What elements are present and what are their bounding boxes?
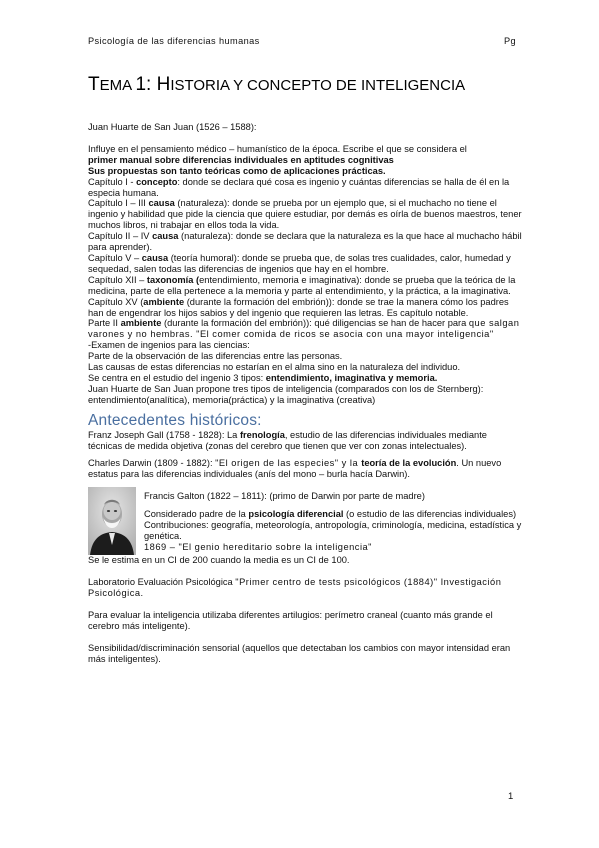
section-heading: Antecedentes históricos:: [88, 411, 262, 429]
galton-iq: Se le estima en un CI de 200 cuando la media es un CI de 100.: [88, 555, 350, 566]
chapter-3: Capítulo II – IV causa (naturaleza): donde se declara que la naturaleza es la que hace al muchacho hábil para aprender).: [88, 231, 522, 253]
galton-name: Francis Galton (1822 – 1811): (primo de Darwin por parte de madre): [144, 491, 425, 502]
chapter-12: Capítulo XII – taxonomía (entendimiento, memoria e imaginativa): donde se prueba que la teórica de la medicina, parte de ella pertenece a la memoria y parte al entendimiento, y la práctica, a la imaginativa.: [88, 274, 516, 296]
exam-line-3: Las causas de estas diferencias no estarían en el alma sino en la naturaleza del individuo.: [88, 362, 461, 373]
exam-line-2: Parte de la observación de las diferencias entre las personas.: [88, 351, 343, 362]
laboratory-paragraph: Laboratorio Evaluación Psicológica "Primer centro de tests psicológicos (1884)" Investigación Psicológica.: [88, 577, 502, 599]
page-title: TEMA 1: HISTORIA Y CONCEPTO DE INTELIGENCIA: [88, 74, 466, 95]
galton-block: [88, 491, 522, 577]
galton-portrait-image: [88, 487, 136, 555]
header-title: Psicología de las diferencias humanas: [88, 36, 260, 46]
galton-book: 1869 – "El genio hereditario sobre la inteligencia": [144, 541, 372, 552]
chapter-5: Capítulo V – causa (teoría humoral): donde se prueba que, de solas tres cualidades, calor, humedad y sequedad, salen todas las diferencias de ingenios que hay en el hombre.: [88, 252, 511, 274]
part-2: Parte II ambiente (durante la formación del embrión)): qué diligencias se han de hacer para que salgan varones y no hembras. "El comer comida de ricos se asocia con una mayor inteligencia": [88, 318, 520, 340]
document-body: [88, 122, 522, 665]
darwin-paragraph: Charles Darwin (1809 - 1882): "El origen de las especies" y la teoría de la evolución. Un nuevo estatus para las diferencias individuales (anís del mono – burla hacía Darwin).: [88, 458, 502, 480]
chapter-1: Capítulo I - concepto: donde se declara qué cosa es ingenio y cuántas diferencias se halla de él en la especia humana.: [88, 176, 510, 198]
chapter-15: Capítulo XV (ambiente (durante la formación del embrión)): donde se trae la manera cómo los padres han de engendrar los hijos sabios y del ingenio que requieren las letras. Es capítulo notable.: [88, 296, 509, 318]
gall-paragraph: Franz Joseph Gall (1758 - 1828): La frenología, estudio de las diferencias individuales mediante técnicas de medida objetiva (zonas del cerebro que tienen que ver con zonas intelectuales).: [88, 429, 487, 451]
page-header: [88, 36, 516, 46]
sensory-paragraph: Sensibilidad/discriminación sensorial (aquellos que detectaban los cambios con mayor intensidad eran más inteligentes).: [88, 642, 511, 664]
galton-description: Considerado padre de la psicología diferencial (o estudio de las diferencias individuales) Contribuciones: geografía, meteorología, antropología, criminología, medicina, estadística y genética.: [144, 509, 522, 541]
exam-line-4: Se centra en el estudio del ingenio 3 tipos: entendimiento, imaginativa y memoria.: [88, 372, 438, 383]
perimeter-paragraph: Para evaluar la inteligencia utilizaba diferentes artilugios: perímetro craneal (cuanto más grande el cerebro más inteligente).: [88, 610, 493, 631]
exam-line-1: -Examen de ingenios para las ciencias:: [88, 340, 250, 351]
chapter-2: Capítulo I – III causa (naturaleza): donde se prueba por un ejemplo que, si el muchacho no tiene el ingenio y habilidad que pide la ciencia que quiere estudiar, por demás es oírla de buenos maestros, tener muchos libros, ni trabajar en ellos toda la vida.: [88, 198, 522, 231]
exam-line-5: Juan Huarte de San Juan propone tres tipos de inteligencia (comparados con los de Sternberg): entendimiento(analítica), memoria(práctica) y la imaginativa (creativa): [88, 383, 484, 405]
author-line: Juan Huarte de San Juan (1526 – 1588):: [88, 122, 257, 132]
page-number: 1: [508, 791, 514, 802]
header-page-label: Pg: [503, 36, 516, 46]
paragraph-intro: Influye en el pensamiento médico – humanístico de la época. Escribe el que se considera el primer manual sobre diferencias individuales en aptitudes cognitivas Sus propuestas son tanto teóricas como de aplicaciones prácticas.: [88, 143, 467, 176]
